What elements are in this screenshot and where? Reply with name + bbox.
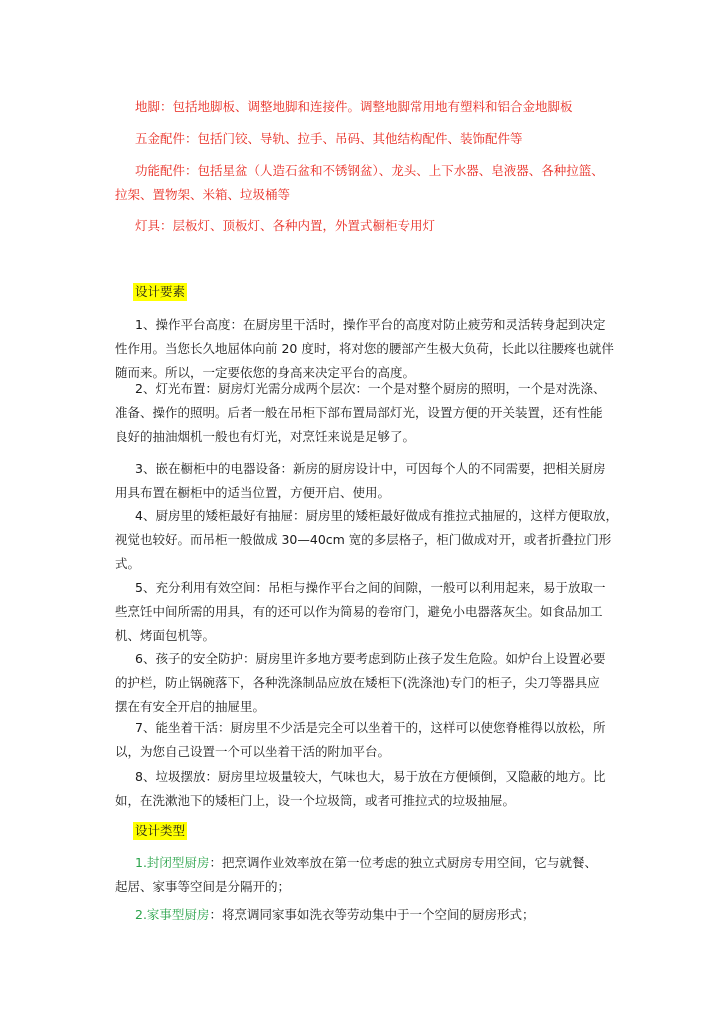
text-line: 用具布置在橱柜中的适当位置，方便开启、使用。 [115,485,391,500]
list-item [115,504,625,576]
list-item-dijiao [115,95,645,119]
text-line: 的护栏，防止锅碗落下，各种洗涤制品应放在矮柜下(洗涤池)专门的柜子，尖刀等器具应 [115,675,600,690]
text-line: 随而来。所以，一定要依您的身高来决定平台的高度。 [115,365,416,380]
list-item [115,716,625,764]
text-line: 如，在洗漱池下的矮柜门上，设一个垃圾筒，或者可推拉式的垃圾抽屉。 [115,793,516,808]
text-line: 4、厨房里的矮柜最好有抽屉：厨房里的矮柜最好做成有推拉式抽屉的，这样方便取放， [135,508,618,523]
list-item-dengju [115,214,645,238]
list-item-gongneng [115,159,625,207]
text-line [115,851,625,875]
text-line: 五金配件：包括门铰、导轨、拉手、吊码、其他结构配件、装饰配件等 [135,131,523,146]
text-line: 以，为您自己设置一个可以坐着干活的附加平台。 [115,744,391,759]
text-line: 功能配件：包括星盆（人造石盆和不锈钢盆）、龙头、上下水器、皂液器、各种拉篮、 [135,163,604,178]
list-item [115,457,625,505]
text-line: 5、充分利用有效空间：吊柜与操作平台之间的间隙，一般可以利用起来，易于放取一 [135,580,606,595]
list-item [115,903,625,927]
text-line: 2、灯光布置：厨房灯光需分成两个层次：一个是对整个厨房的照明，一个是对洗涤、 [135,381,606,396]
text-line: 准备、操作的照明。后者一般在吊柜下部布置局部灯光，设置方便的开关装置，还有性能 [115,405,603,420]
text-line: 灯具：层板灯、顶板灯、各种内置，外置式橱柜专用灯 [135,218,436,233]
section-heading-design-types: 设计类型 [135,823,186,838]
text-line: 拉架、置物架、米箱、垃圾桶等 [115,187,291,202]
text-line: 机、烤面包机等。 [115,628,216,643]
list-item [115,851,625,899]
text-line: 起居、家事等空间是分隔开的； [115,879,291,894]
type-label: 2.家事型厨房 [135,907,210,922]
text-line [115,903,625,927]
list-item [115,377,625,449]
text-line: 式。 [115,556,141,571]
text-line: 6、孩子的安全防护：厨房里许多地方要考虑到防止孩子发生危险。如炉台上设置必要 [135,651,606,666]
section-heading-design-elements: 设计要素 [135,284,186,299]
text-line: 摆在有安全开启的抽屉里。 [115,699,266,714]
list-item [115,576,625,648]
text-line: 视觉也较好。而吊柜一般做成 30—40cm 宽的多层格子，柜门做成对开，或者折叠拉门形 [115,532,612,547]
text-line: 良好的抽油烟机一般也有灯光，对烹饪来说是足够了。 [115,429,416,444]
text-line: 性作用。当您长久地屈体向前 20 度时，将对您的腰部产生极大负荷，长此以往腰疼也就伴 [115,341,614,356]
text-line: 3、嵌在橱柜中的电器设备：新房的厨房设计中，可因每个人的不同需要，把相关厨房 [135,461,606,476]
text-line: 地脚：包括地脚板、调整地脚和连接件。调整地脚常用地有塑料和铝合金地脚板 [135,99,573,114]
type-label: 1.封闭型厨房 [135,855,210,870]
list-item [115,647,625,719]
text-line: 1、操作平台高度：在厨房里干活时，操作平台的高度对防止疲劳和灵活转身起到决定 [135,317,606,332]
type-description: ：把烹调作业效率放在第一位考虑的独立式厨房专用空间，它与就餐、 [209,855,597,870]
text-line: 些烹饪中间所需的用具，有的还可以作为简易的卷帘门，避免小电器落灰尘。如食品加工 [115,604,603,619]
list-item [115,765,625,813]
text-line: 8、垃圾摆放：厨房里垃圾量较大，气味也大，易于放在方便倾倒，又隐蔽的地方。比 [135,769,606,784]
type-description: ：将烹调同家事如洗衣等劳动集中于一个空间的厨房形式； [209,907,535,922]
list-item [115,313,625,385]
text-line: 7、能坐着干活：厨房里不少活是完全可以坐着干的，这样可以使您脊椎得以放松，所 [135,720,606,735]
list-item-wujin [115,127,645,151]
